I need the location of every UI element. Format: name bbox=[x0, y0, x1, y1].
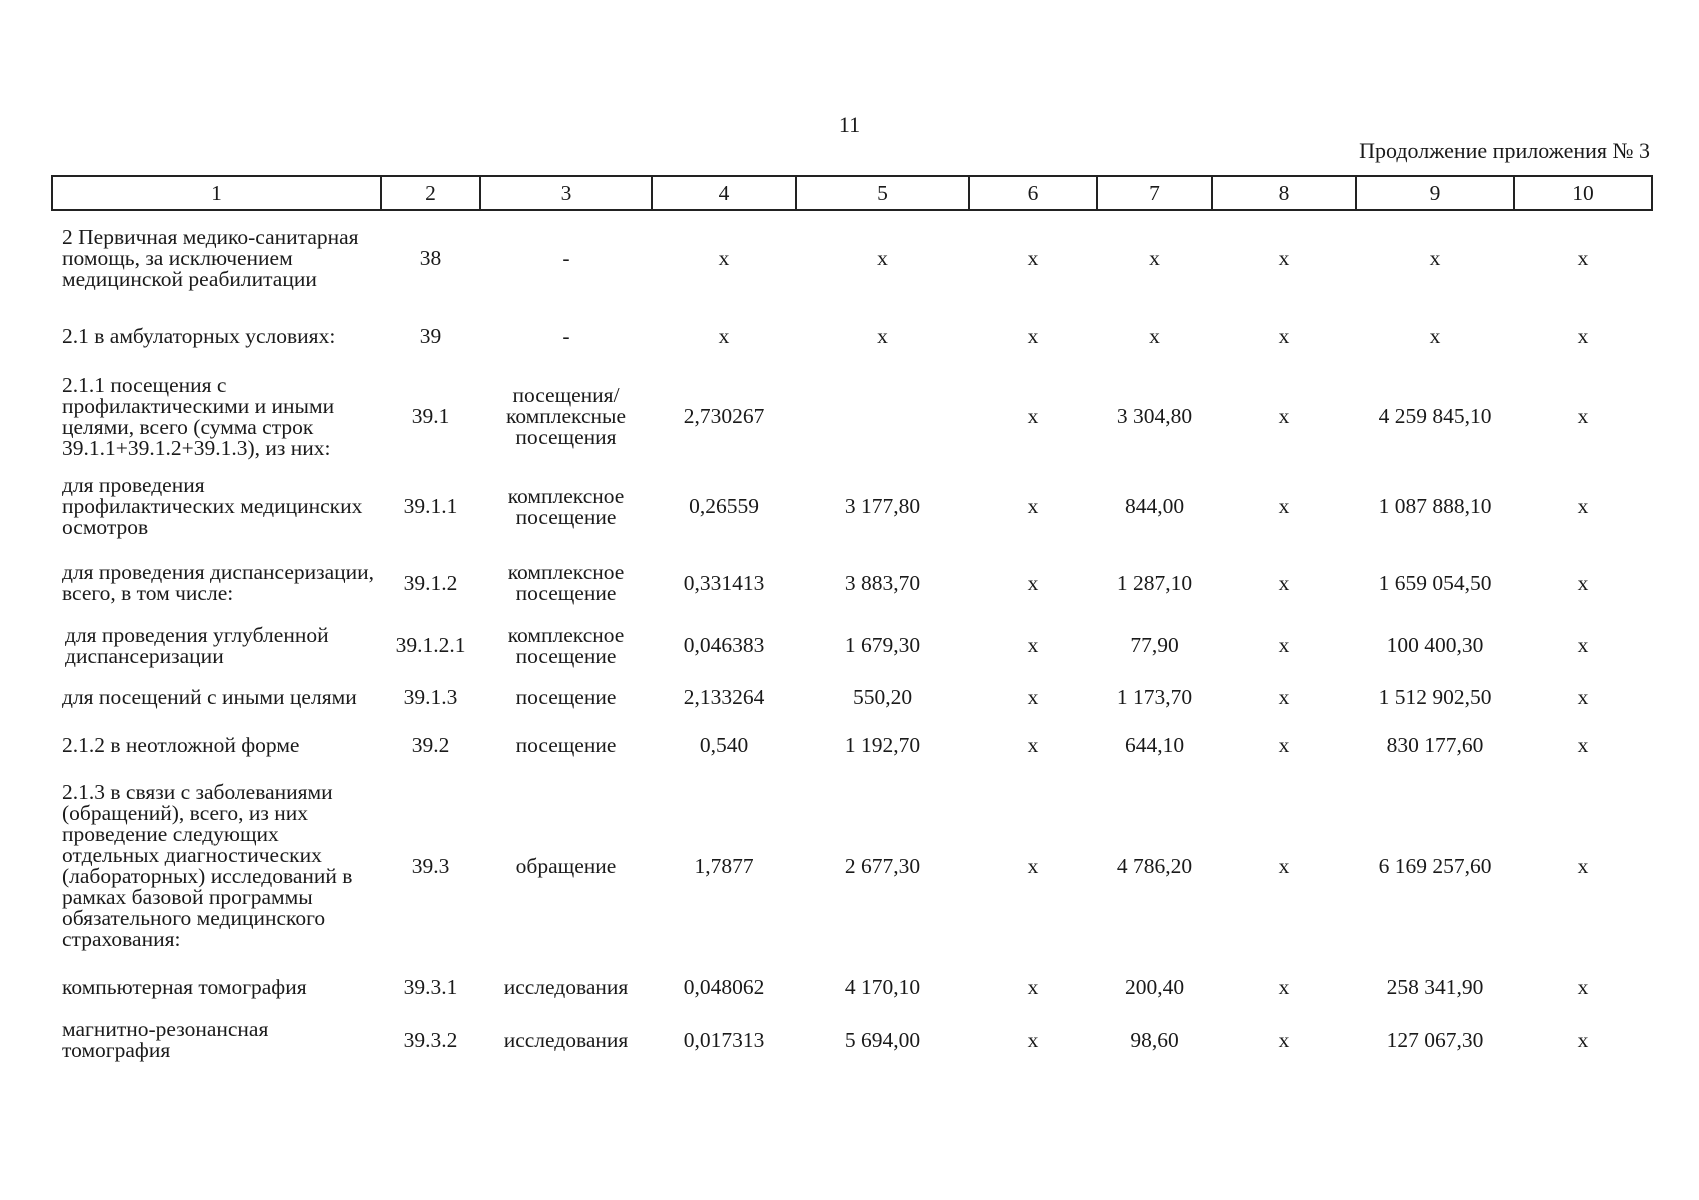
table-cell: 39 bbox=[419, 323, 442, 348]
table-cell: х bbox=[718, 323, 730, 348]
table-cell: 258 341,90 bbox=[1386, 974, 1484, 999]
table-row bbox=[52, 546, 1652, 620]
page-number: 11 bbox=[838, 112, 861, 137]
table-cell: х bbox=[1577, 974, 1589, 999]
table-cell: 4 786,20 bbox=[1116, 853, 1193, 878]
column-header: 3 bbox=[480, 176, 652, 210]
table-row bbox=[52, 620, 1652, 671]
table-row bbox=[52, 965, 1652, 1009]
table-cell: х bbox=[1577, 733, 1589, 757]
table-row bbox=[52, 366, 1652, 467]
table-cell: компьютерная томография bbox=[62, 974, 307, 999]
table-cell: 830 177,60 bbox=[1386, 733, 1484, 757]
column-header: 5 bbox=[796, 176, 969, 210]
table-cell: 3 177,80 bbox=[844, 494, 921, 518]
table-cell: х bbox=[1027, 974, 1039, 999]
table-cell: 39.2 bbox=[411, 733, 450, 757]
table-cell: х bbox=[1577, 494, 1589, 518]
table-cell: х bbox=[1278, 246, 1290, 270]
table-cell: х bbox=[1577, 685, 1589, 709]
table-cell: 0,331413 bbox=[683, 570, 765, 595]
table-cell: х bbox=[1027, 633, 1039, 657]
table-cell: посещение bbox=[515, 733, 617, 757]
header-row bbox=[52, 176, 1652, 210]
table-cell: 4 170,10 bbox=[844, 974, 921, 999]
table-cell: 1 173,70 bbox=[1116, 685, 1193, 709]
table-cell: х bbox=[1577, 853, 1589, 878]
table-cell: 39.3.1 bbox=[403, 974, 458, 999]
column-header: 6 bbox=[969, 176, 1097, 210]
table-cell: х bbox=[1027, 246, 1039, 270]
table-cell: 39.3 bbox=[411, 853, 450, 878]
table-body bbox=[52, 210, 1652, 1071]
table-cell: комплексное посещение bbox=[507, 622, 625, 668]
table-cell: х bbox=[1027, 1027, 1039, 1052]
table-cell: исследования bbox=[503, 974, 629, 999]
table-cell: для проведения диспансеризации, всего, в том числе: bbox=[62, 560, 375, 605]
table-cell: 0,048062 bbox=[683, 974, 765, 999]
table-row bbox=[52, 210, 1652, 306]
table-row bbox=[52, 767, 1652, 965]
table-cell: 2.1.1 посещения с профилактическими и иными целями, всего (сумма строк 39.1.1+39.1.2+39.1.3), из них: bbox=[62, 372, 335, 460]
table-header bbox=[52, 176, 1652, 210]
table-cell: посещение bbox=[515, 685, 617, 709]
table-cell: х bbox=[1278, 733, 1290, 757]
table-cell: 1 087 888,10 bbox=[1378, 494, 1492, 518]
table-cell: 6 169 257,60 bbox=[1378, 853, 1492, 878]
table-cell: 3 883,70 bbox=[844, 570, 921, 595]
table-cell: 1 287,10 bbox=[1116, 570, 1193, 595]
column-header: 9 bbox=[1356, 176, 1514, 210]
table-cell: х bbox=[1429, 323, 1441, 348]
table-row bbox=[52, 724, 1652, 767]
table-cell: 1 659 054,50 bbox=[1378, 570, 1492, 595]
table-cell: 3 304,80 bbox=[1116, 404, 1193, 428]
table-cell: 2 677,30 bbox=[844, 853, 921, 878]
table-row bbox=[52, 671, 1652, 724]
table-cell: 1,7877 bbox=[694, 853, 754, 878]
table-cell: - bbox=[562, 246, 570, 270]
table-cell: х bbox=[877, 323, 888, 348]
table-cell: 4 259 845,10 bbox=[1378, 404, 1492, 428]
table-cell: исследования bbox=[503, 1027, 629, 1052]
column-header: 8 bbox=[1212, 176, 1356, 210]
table-cell: 2,730267 bbox=[683, 404, 765, 428]
table-cell: 2,133264 bbox=[683, 685, 765, 709]
table-cell: 39.1.1 bbox=[403, 494, 458, 518]
table-cell: 1 512 902,50 bbox=[1378, 685, 1492, 709]
table-cell: 644,10 bbox=[1124, 733, 1185, 757]
appendix-continuation-note: Продолжение приложения № 3 bbox=[1359, 138, 1650, 163]
table-cell: х bbox=[1278, 404, 1290, 428]
table-cell: х bbox=[1278, 323, 1290, 348]
table-cell: х bbox=[1577, 404, 1589, 428]
table-cell: 39.3.2 bbox=[403, 1027, 458, 1052]
column-header: 4 bbox=[652, 176, 796, 210]
table-cell: 100 400,30 bbox=[1386, 633, 1484, 657]
table-cell: комплексное посещение bbox=[507, 483, 625, 529]
table-cell: 39.1.2.1 bbox=[395, 633, 466, 657]
table-cell: 0,046383 bbox=[683, 633, 765, 657]
table-cell: х bbox=[718, 246, 730, 270]
table-cell: 1 192,70 bbox=[844, 733, 921, 757]
table-cell: для проведения углубленной диспансеризации bbox=[65, 622, 329, 668]
table-cell: 39.1.3 bbox=[403, 685, 458, 709]
table-cell: 2 Первичная медико-санитарная помощь, за исключением медицинской реабилитации bbox=[62, 225, 359, 291]
table-cell: х bbox=[1027, 685, 1039, 709]
table-cell: х bbox=[1577, 323, 1589, 348]
table-cell: х bbox=[1429, 246, 1441, 270]
table-cell: магнитно-резонансная томография bbox=[62, 1017, 269, 1062]
table-cell: х bbox=[1149, 246, 1160, 270]
table-cell: обращение bbox=[515, 853, 617, 878]
table-cell: посещения/комплексные посещения bbox=[505, 383, 627, 449]
table-cell: х bbox=[1577, 570, 1589, 595]
table-cell: х bbox=[877, 246, 888, 270]
data-table bbox=[51, 175, 1653, 1071]
table-cell: 0,540 bbox=[699, 733, 749, 757]
table-cell: х bbox=[1027, 570, 1039, 595]
table-row bbox=[52, 1009, 1652, 1071]
column-header: 2 bbox=[381, 176, 480, 210]
table-cell: для проведения профилактических медицинских осмотров bbox=[62, 473, 363, 539]
table-cell: х bbox=[1278, 1027, 1290, 1052]
table-cell: х bbox=[1027, 404, 1039, 428]
column-header: 1 bbox=[52, 176, 381, 210]
table-cell: 0,017313 bbox=[683, 1027, 765, 1052]
table-cell: х bbox=[1027, 853, 1039, 878]
table-cell: - bbox=[562, 323, 570, 348]
table-cell: 844,00 bbox=[1124, 494, 1185, 518]
table-cell: 39.1 bbox=[411, 404, 450, 428]
table-cell: х bbox=[1027, 323, 1039, 348]
table-cell: х bbox=[1577, 246, 1589, 270]
table-cell: х bbox=[1278, 633, 1290, 657]
column-header: 7 bbox=[1097, 176, 1212, 210]
table-cell: х bbox=[1577, 633, 1589, 657]
column-header: 10 bbox=[1514, 176, 1652, 210]
table-cell: 200,40 bbox=[1124, 974, 1185, 999]
table-cell: комплексное посещение bbox=[507, 560, 625, 605]
table-cell bbox=[796, 366, 969, 467]
table-row bbox=[52, 306, 1652, 366]
table-cell: 1 679,30 bbox=[844, 633, 921, 657]
table-cell: 127 067,30 bbox=[1386, 1027, 1484, 1052]
table-cell: х bbox=[1278, 974, 1290, 999]
table-cell: 2.1 в амбулаторных условиях: bbox=[62, 323, 336, 348]
table-cell: х bbox=[1149, 323, 1160, 348]
table-cell: х bbox=[1027, 494, 1039, 518]
table-cell: х bbox=[1278, 570, 1290, 595]
table-cell: 77,90 bbox=[1130, 633, 1179, 657]
table-cell: х bbox=[1278, 494, 1290, 518]
table-cell: х bbox=[1278, 685, 1290, 709]
table-cell: 0,26559 bbox=[689, 494, 759, 518]
table-cell: 2.1.2 в неотложной форме bbox=[62, 733, 300, 757]
table-row bbox=[52, 467, 1652, 546]
table-cell: 39.1.2 bbox=[403, 570, 458, 595]
table-cell: 550,20 bbox=[852, 685, 913, 709]
table-cell: для посещений с иными целями bbox=[62, 685, 357, 709]
table-cell: х bbox=[1027, 733, 1039, 757]
table-cell: х bbox=[1278, 853, 1290, 878]
table-cell: х bbox=[1577, 1027, 1589, 1052]
table-cell: 5 694,00 bbox=[844, 1027, 921, 1052]
table-cell: 98,60 bbox=[1130, 1027, 1179, 1052]
table-cell: 38 bbox=[419, 246, 442, 270]
table-cell: 2.1.3 в связи с заболеваниями (обращений), всего, из них проведение следующих отдельных диагностических (лабораторных) исследований в рамках базовой программы обязательного медицинского страхования: bbox=[62, 780, 353, 951]
